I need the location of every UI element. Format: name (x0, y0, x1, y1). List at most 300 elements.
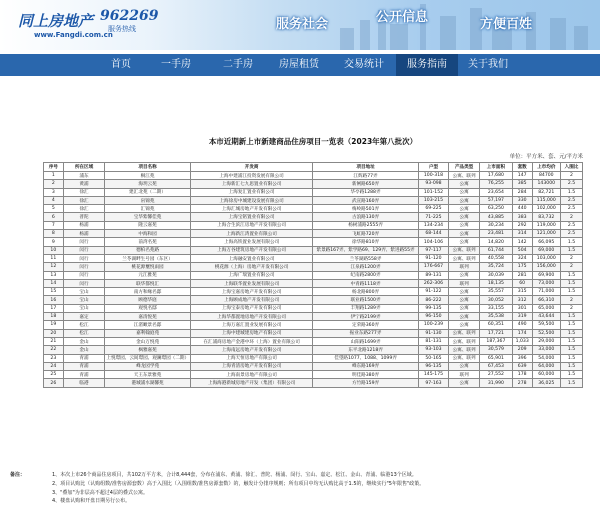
table-cell: 上海徐房中城建设发展有限公司 (190, 196, 313, 204)
table-cell: 96-150 (418, 313, 449, 321)
table-cell: 97-117 (418, 246, 449, 254)
table-cell: 闵行 (63, 238, 105, 246)
table-cell: 13 (44, 271, 64, 279)
table-cell: 6 (44, 213, 64, 221)
table-cell: 490 (512, 321, 532, 329)
table-cell: 96-135 (418, 362, 449, 370)
table-cell: 69,900 (532, 271, 560, 279)
table-cell: 134-234 (418, 221, 449, 229)
table-cell: 宝山 (63, 296, 105, 304)
table-cell: 9 (44, 238, 64, 246)
table-cell: 公寓 (449, 288, 480, 296)
table-cell: 101-152 (418, 188, 449, 196)
column-header: 项目名称 (105, 163, 190, 172)
slogan-convenience: 方便百姓 (480, 17, 533, 32)
table-cell: 黄浦 (63, 180, 105, 188)
table-cell: 公寓 (449, 230, 480, 238)
table-cell: 21 (44, 337, 64, 345)
table-cell: 梅岭路501弄 (313, 205, 418, 213)
table-cell: 25 (44, 371, 64, 379)
table-cell: 324 (512, 254, 532, 262)
table-cell: 联列 (449, 279, 480, 287)
table-cell: 175 (512, 263, 532, 271)
table-cell: 顾德华庭 (105, 296, 190, 304)
table-cell: 30,579 (479, 346, 512, 354)
table-cell: 26 (44, 379, 64, 387)
table-cell: 17,721 (479, 329, 512, 337)
table-cell: 上海海港新城房地产开发（集团）有限公司 (190, 379, 313, 387)
table-cell: 29,000 (532, 337, 560, 345)
table-cell: 佳望路1077、1088、1099弄 (313, 354, 418, 362)
table-cell: 上海青清房地产开发有限公司 (190, 362, 313, 370)
table-cell: 7 (44, 221, 64, 229)
table-row (44, 329, 583, 337)
table-cell: 上海广瑞置业有限公司 (190, 271, 313, 279)
table-cell: 公寓、联列 (449, 246, 480, 254)
table-cell: 60 (512, 279, 532, 287)
main-nav (0, 54, 600, 76)
table-row (44, 271, 583, 279)
table-cell: 84700 (532, 172, 560, 180)
table-cell: 33,000 (532, 346, 560, 354)
table-row (44, 296, 583, 304)
table-cell: 联列 (449, 263, 480, 271)
table-cell: 504 (512, 246, 532, 254)
table-cell: 上海华都置地房地产开发有限公司 (190, 313, 313, 321)
table-cell: 公寓、联列 (449, 329, 480, 337)
column-header: 产品类型 (449, 163, 480, 172)
table-row (44, 246, 583, 254)
table-cell: 纪南路2800弄 (313, 271, 418, 279)
table-cell: 闵行 (63, 279, 105, 287)
table-cell: 396 (512, 354, 532, 362)
table-cell: 公寓 (449, 205, 480, 213)
table-cell: 65,000 (532, 304, 560, 312)
table-cell: 公寓 (449, 362, 480, 370)
table-cell: 178 (512, 371, 532, 379)
table-cell: 公寓、联列 (449, 337, 480, 345)
table-cell: 公寓 (449, 221, 480, 229)
note-item: 2、项目认购比（认购组数/准售房源套数）高于入围比（入围组数/准售房源套数）的，触发计分排序规则；所有项目中均无认购比高于1.5的，继续实行"5年限售"政策。 (52, 480, 425, 487)
table-cell: 30,234 (479, 221, 512, 229)
table-cell: 281 (512, 271, 532, 279)
table-cell: 57,197 (479, 196, 512, 204)
table-row (44, 254, 583, 262)
table-cell: 飞虹路720弄 (313, 230, 418, 238)
table-row (44, 172, 583, 180)
table-row (44, 346, 583, 354)
table-cell: 2 (561, 254, 583, 262)
note-item: 4、楼盘认购和开盘日期另行公布。 (52, 498, 131, 505)
table-row (44, 213, 583, 221)
table-cell: 1.5 (561, 271, 583, 279)
note-item: 3、"叠加"为非层高不超过4层的叠式公寓。 (52, 489, 148, 496)
table-cell: 284 (512, 188, 532, 196)
hotline (100, 8, 158, 34)
table-cell: 103,000 (532, 254, 560, 262)
table-cell: 121,000 (532, 230, 560, 238)
table-cell: 76,255 (479, 180, 512, 188)
table-cell: 23,654 (479, 188, 512, 196)
column-header: 户型 (418, 163, 449, 172)
table-cell: 枫雅嘉苑 (105, 346, 190, 354)
table-cell: 嘉定 (63, 313, 105, 321)
column-header: 序号 (44, 163, 64, 172)
table-cell: 联华都悦汇 (105, 279, 190, 287)
table-cell: 上海南景房地产有限公司 (190, 371, 313, 379)
table-cell: 20 (44, 329, 64, 337)
table-cell: 71-225 (418, 213, 449, 221)
table-cell: 91-120 (418, 254, 449, 262)
table-cell: 59,500 (532, 321, 560, 329)
table-cell: 1.5 (561, 188, 583, 196)
report-content (43, 92, 583, 388)
report-title: 本市近期新上市新建商品住房项目一览表（2023年第八批次） (208, 137, 418, 146)
table-cell: 50-165 (418, 354, 449, 362)
table-cell: 桐江苑 (105, 172, 190, 180)
table-cell: 建汇北苑（二期） (105, 188, 190, 196)
table-cell: 宝华紫馨佳苑 (105, 213, 190, 221)
site-banner (0, 0, 600, 50)
table-cell: 35,538 (479, 313, 512, 321)
table-cell: 徐汇 (63, 188, 105, 196)
table-cell: 30,039 (479, 271, 512, 279)
table-cell: 普陀 (63, 213, 105, 221)
table-cell: 金山万悦苑 (105, 337, 190, 345)
table-cell: 江渚瞰景名邸 (105, 321, 190, 329)
table-cell: 汇锦苑 (105, 205, 190, 213)
table-cell: 帛锦苑 (105, 196, 190, 204)
table-cell: 隆云嘉苑 (105, 221, 190, 229)
table-cell: 2 (561, 296, 583, 304)
notes-label: 备注： (10, 472, 26, 478)
table-cell: 1,033 (512, 337, 532, 345)
nav-statistics[interactable]: 交易统计 (344, 59, 384, 70)
nav-new-homes[interactable]: 一手房 (161, 59, 191, 70)
table-cell: 61,744 (479, 246, 512, 254)
table-cell: 闵行 (63, 254, 105, 262)
table-cell: 385 (512, 180, 532, 188)
table-cell: 方竹路159弄 (313, 379, 418, 387)
table-cell: 3 (44, 188, 64, 196)
table-cell: 69-225 (418, 205, 449, 213)
table-cell: 上海万嘉汇置业发展有限公司 (190, 321, 313, 329)
table-cell: 桃花源璽悦雨园 (105, 263, 190, 271)
table-row (44, 230, 583, 238)
table-cell: 公寓、联列 (449, 172, 480, 180)
table-cell: 278 (512, 379, 532, 387)
table-cell: 1.5 (561, 346, 583, 354)
table-cell: 闵行 (63, 246, 105, 254)
table-header-row (44, 163, 583, 172)
table-cell: 73,000 (532, 279, 560, 287)
table-cell: 142 (512, 238, 532, 246)
table-cell: 104-106 (418, 238, 449, 246)
table-cell: 中青路1118弄 (313, 279, 418, 287)
table-cell: 93-098 (418, 180, 449, 188)
table-cell: 山阳路1699弄 (313, 337, 418, 345)
table-cell: 1 (44, 172, 64, 180)
nav-rental[interactable]: 房屋租赁 (279, 59, 319, 70)
nav-about-us[interactable]: 关于我们 (468, 59, 508, 70)
table-cell: 1.5 (561, 354, 583, 362)
table-cell: 119,000 (532, 221, 560, 229)
table-cell: 1.5 (561, 288, 583, 296)
table-cell: 中海和园 (105, 230, 190, 238)
table-cell: 147 (512, 172, 532, 180)
table-cell: 2 (561, 213, 583, 221)
table-cell: 华亭路1288弄 (313, 188, 418, 196)
table-row (44, 371, 583, 379)
table-cell: 312 (512, 296, 532, 304)
table-cell: 徐华路810弄 (313, 238, 418, 246)
table-cell: 100-239 (418, 321, 449, 329)
table-cell: 292 (512, 221, 532, 229)
table-cell: 156,000 (532, 263, 560, 271)
projects-table (43, 162, 583, 388)
table-cell: 上海万谷建筑房地产开发有限公司 (190, 246, 313, 254)
column-header: 上市面积 (479, 163, 512, 172)
table-cell: 公寓 (449, 238, 480, 246)
table-cell: 公寓 (449, 313, 480, 321)
table-cell: 1.5 (561, 329, 583, 337)
table-cell: 2 (561, 263, 583, 271)
nav-home[interactable]: 首页 (111, 59, 131, 70)
table-cell: 浦东 (63, 172, 105, 180)
table-cell: 武宣路160弄 (313, 196, 418, 204)
table-cell: 262-306 (418, 279, 449, 287)
table-cell: 1.5 (561, 362, 583, 370)
table-cell: 60,000 (532, 371, 560, 379)
table-cell: 40,558 (479, 254, 512, 262)
logo-text: 同上房地产 (18, 12, 94, 30)
table-cell: 65,901 (479, 354, 512, 362)
table-cell: 上海宝泰房地产开发有限公司 (190, 304, 313, 312)
table-cell: 公寓 (449, 196, 480, 204)
hotline-number: 962269 (100, 8, 159, 24)
nav-resale-homes[interactable]: 二手房 (223, 59, 253, 70)
table-cell: 17,680 (479, 172, 512, 180)
table-cell: 2 (44, 180, 64, 188)
table-cell: 145-175 (418, 371, 449, 379)
table-cell: 83,732 (532, 213, 560, 221)
table-cell: 71,000 (532, 288, 560, 296)
table-cell: 联业路1500弄 (313, 296, 418, 304)
table-cell: 2.5 (561, 205, 583, 213)
table-cell: 公寓 (449, 180, 480, 188)
table-cell: 24 (44, 362, 64, 370)
table-cell: 23,481 (479, 230, 512, 238)
column-header: 套数 (512, 163, 532, 172)
slogan-info: 公开信息 (376, 10, 429, 25)
table-cell: 27,552 (479, 371, 512, 379)
table-cell: 徐汇 (63, 205, 105, 213)
table-cell: 天王东景雅苑 (105, 371, 190, 379)
table-cell: 18,135 (479, 279, 512, 287)
table-cell: 102,000 (532, 205, 560, 213)
table-cell: 174 (512, 329, 532, 337)
table-row (44, 238, 583, 246)
table-cell: 公寓 (449, 296, 480, 304)
table-cell: 52,500 (532, 329, 560, 337)
table-cell: 港城浦水湖馨苑 (105, 379, 190, 387)
table-cell: 上海宝嘉房地产开发有限公司 (190, 288, 313, 296)
table-cell: 金山 (63, 346, 105, 354)
table-cell: 2.5 (561, 180, 583, 188)
table-cell: 海玥云苑 (105, 180, 190, 188)
table-cell: 187,367 (479, 337, 512, 345)
table-cell: 1.5 (561, 337, 583, 345)
table-cell: 17 (44, 304, 64, 312)
table-cell: 35,557 (479, 288, 512, 296)
table-cell: 上海融安置业有限公司 (190, 254, 313, 262)
table-cell: 上海汇城房地产开发有限公司 (190, 205, 313, 213)
table-cell: 115,000 (532, 196, 560, 204)
table-cell: 64,000 (532, 362, 560, 370)
table-cell: 301 (512, 304, 532, 312)
table-cell: 嘉利翰庭苑 (105, 329, 190, 337)
table-cell: 22 (44, 346, 64, 354)
column-header: 入围比 (561, 163, 583, 172)
nav-service-guide[interactable]: 服务指南 (396, 54, 458, 76)
table-cell: 上海中建城建房地产有限公司 (190, 329, 313, 337)
table-cell: 23 (44, 354, 64, 362)
logo-url: www.Fangdi.com.cn (34, 31, 113, 39)
table-cell: 99-135 (418, 304, 449, 312)
table-cell: 2 (561, 172, 583, 180)
table-cell: 明佳路380弄 (313, 371, 418, 379)
table-cell: 上海南远房地产开发有限公司 (190, 346, 313, 354)
table-cell: 南方和缘名邸 (105, 288, 190, 296)
table-cell: 前湾名苑 (105, 238, 190, 246)
table-row (44, 337, 583, 345)
table-cell: 徐汇 (63, 196, 105, 204)
table-row (44, 379, 583, 387)
table-cell: 143000 (532, 180, 560, 188)
table-cell: 杨北路800弄 (313, 288, 418, 296)
table-cell: 60,351 (479, 321, 512, 329)
table-cell: 35,724 (479, 263, 512, 271)
table-cell: 93-103 (418, 346, 449, 354)
table-row (44, 196, 583, 204)
table-cell: 青浦 (63, 362, 105, 370)
table-cell: 公寓 (449, 379, 480, 387)
table-cell: 金山 (63, 337, 105, 345)
table-cell: 上海新汇七九思置业有限公司 (190, 180, 313, 188)
table-cell: 176-667 (418, 263, 449, 271)
table-cell: 峰东路169弄 (313, 362, 418, 370)
table-cell: 上海新江湾置业有限公司 (190, 230, 313, 238)
table-cell: 86-222 (418, 296, 449, 304)
table-row (44, 304, 583, 312)
table-cell: 上海高铁置业发展有限公司 (190, 238, 313, 246)
table-cell: 440 (512, 205, 532, 213)
table-cell: 2.5 (561, 221, 583, 229)
table-cell: 91-122 (418, 288, 449, 296)
table-cell: 91-130 (418, 329, 449, 337)
column-header: 开发商 (190, 163, 313, 172)
table-row (44, 288, 583, 296)
table-cell: 公寓 (449, 188, 480, 196)
table-cell: 新闸路650弄 (313, 180, 418, 188)
table-cell: 639 (512, 362, 532, 370)
table-cell: 古浪路130弄 (313, 213, 418, 221)
table-row (44, 205, 583, 213)
table-cell: 杨浦 (63, 230, 105, 238)
table-cell: 东平北路1218弄 (313, 346, 418, 354)
table-cell: 观悦名邸 (105, 304, 190, 312)
table-cell: 元江雅苑 (105, 271, 190, 279)
table-cell: 67,453 (479, 362, 512, 370)
table-cell: 公寓、联列 (449, 346, 480, 354)
table-cell: 14 (44, 279, 64, 287)
table-row (44, 279, 583, 287)
table-cell: 公寓 (449, 271, 480, 279)
table-cell: 在汇浦商房地产金港中环（上海）置业有限公司 (190, 337, 313, 345)
table-cell: 314 (512, 230, 532, 238)
table-cell: 青浦 (63, 354, 105, 362)
city-skyline-image (330, 0, 600, 50)
table-cell: 209 (512, 346, 532, 354)
table-cell: 上悦璟园、云间璟园、观澜璟园（二期） (105, 354, 190, 362)
slogan-service: 服务社会 (276, 17, 329, 32)
table-cell: 松江 (63, 329, 105, 337)
table-cell: 10 (44, 246, 64, 254)
table-cell: 振业东路277弄 (313, 329, 418, 337)
table-cell: 1.5 (561, 313, 583, 321)
table-cell: 63,250 (479, 205, 512, 213)
table-cell: 69,000 (532, 246, 560, 254)
table-cell: 上海顾成地产开发有限公司 (190, 296, 313, 304)
table-cell: 5 (44, 205, 64, 213)
table-cell: 89-131 (418, 271, 449, 279)
table-cell: 100-318 (418, 172, 449, 180)
table-row (44, 263, 583, 271)
table-cell: 上海联华置业发展有限公司 (190, 279, 313, 287)
table-row (44, 221, 583, 229)
table-cell: 330 (512, 196, 532, 204)
column-header: 上市均价 (532, 163, 560, 172)
table-cell: 松江 (63, 321, 105, 329)
table-cell: 315 (512, 288, 532, 296)
table-cell: 宝山 (63, 304, 105, 312)
table-cell: 杨浦 (63, 221, 105, 229)
report-unit: 单位：平方米、套、元/平方米 (509, 154, 583, 160)
column-header: 所在区域 (63, 163, 105, 172)
table-row (44, 313, 583, 321)
table-cell: 43,885 (479, 213, 512, 221)
table-cell: 81-131 (418, 337, 449, 345)
table-cell: 丰翔路1289弄 (313, 304, 418, 312)
table-cell: 桃花源（上海）房地产开发有限公司 (190, 263, 313, 271)
table-cell: 1.5 (561, 379, 583, 387)
table-cell: 4 (44, 196, 64, 204)
table-cell: 闵行 (63, 263, 105, 271)
table-cell: 杨树浦路2555弄 (313, 221, 418, 229)
table-cell: 68-144 (418, 230, 449, 238)
table-cell: 青浦 (63, 371, 105, 379)
table-cell: 8 (44, 230, 64, 238)
table-cell: 江辉路77弄 (313, 172, 418, 180)
table-cell: 德柏名苑路 (105, 246, 190, 254)
table-cell: 上海复汇置业有限公司 (190, 188, 313, 196)
table-cell: 97-163 (418, 379, 449, 387)
table-cell: 2.5 (561, 230, 583, 238)
table-cell: 66,310 (532, 296, 560, 304)
table-cell: 18 (44, 313, 64, 321)
table-cell: 上海中建浦江投资发展有限公司 (190, 172, 313, 180)
table-cell: 2 (561, 304, 583, 312)
